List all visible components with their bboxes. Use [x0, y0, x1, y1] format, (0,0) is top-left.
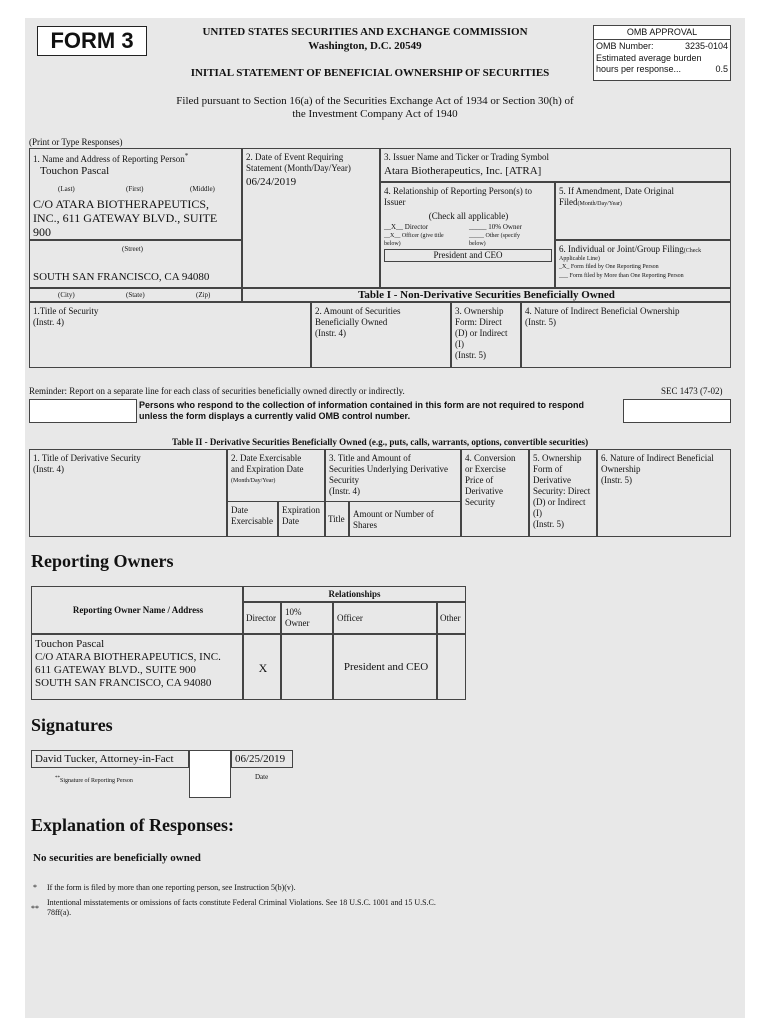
signature-date-cell — [231, 750, 293, 768]
box1-street — [29, 240, 242, 288]
owner-ten-pct-cell — [281, 634, 333, 700]
notice-left-box — [29, 399, 137, 423]
officer-col-label: Officer — [337, 613, 363, 623]
omb-hours-value: 0.5 — [715, 64, 728, 74]
table1-col2 — [311, 302, 451, 368]
table2-col2a — [227, 501, 278, 537]
omb-burden-label: Estimated average burden — [596, 53, 702, 63]
table2-col3a — [325, 501, 349, 537]
box1-label: 1. Name and Address of Reporting Person — [33, 154, 185, 164]
table2-col5-label: 5. Ownership Form of Derivative Security: Direct (D) or Indirect (I) (Instr. 5) — [533, 453, 591, 529]
explanation-note: No securities are beneficially owned — [33, 852, 201, 864]
table2-col3b-label: Amount or Number of Shares — [353, 509, 434, 530]
reporting-address: C/O ATARA BIOTHERAPEUTICS, INC., 611 GATEWAY BLVD., SUITE 900 — [33, 197, 218, 239]
omb-notice: Persons who respond to the collection of information contained in this form are not required to respond unless the form displays a currently valid OMB control number. — [139, 400, 585, 421]
label-street: (Street) — [122, 245, 143, 253]
owners-name-header — [31, 586, 243, 634]
director-col-header — [243, 602, 281, 634]
relationships-header: Relationships — [243, 586, 466, 602]
agency-name: UNITED STATES SECURITIES AND EXCHANGE COMMISSION — [202, 26, 528, 38]
footnote2-marker: ** — [31, 904, 39, 913]
table1-col3-label: 3. Ownership Form: Direct (D) or Indirect (I) (Instr. 5) — [455, 306, 508, 360]
signature-date-label: Date — [255, 773, 269, 781]
table2-col2-label: 2. Date Exercisable and Expiration Date — [231, 453, 304, 474]
box2-label: 2. Date of Event Requiring Statement (Month/Day/Year) — [246, 152, 351, 173]
other-col-header — [437, 602, 466, 634]
box3-label: 3. Issuer Name and Ticker or Trading Symbol — [384, 152, 549, 162]
table2-col1-label: 1. Title of Derivative Security (Instr. 4) — [33, 453, 141, 474]
box1-marker: * — [184, 152, 189, 160]
officer-title-field[interactable]: President and CEO — [384, 249, 552, 262]
table2-col2b — [278, 501, 325, 537]
table1-col1-label: 1.Title of Security (Instr. 4) — [33, 306, 99, 327]
owner-director-value: X — [258, 661, 268, 675]
table2-col5 — [529, 449, 597, 537]
check-all-applicable: (Check all applicable) — [428, 211, 509, 221]
table1-col2-label: 2. Amount of Securities Beneficially Owned (Instr. 4) — [315, 306, 401, 338]
owner-info-text: Touchon Pascal C/O ATARA BIOTHERAPEUTICS, INC. 611 GATEWAY BLVD., SUITE 900 SOUTH SAN FRANCISCO, CA 94080 — [35, 638, 221, 689]
signature-name-cell — [31, 750, 189, 768]
box6-applicable: Applicable Line) — [559, 256, 600, 262]
box4-relationship — [380, 182, 555, 288]
officer-checkbox[interactable]: __X__ Officer (give title below) — [384, 233, 444, 247]
label-state: (State) — [126, 291, 145, 299]
table2-col6-label: 6. Nature of Indirect Beneficial Ownership (Instr. 5) — [601, 453, 714, 485]
signatures-heading: Signatures — [31, 715, 113, 735]
director-checkbox[interactable]: __X__ Director — [384, 223, 429, 231]
box1-reporting-person — [29, 148, 242, 240]
explanation-heading: Explanation of Responses: — [31, 815, 235, 835]
table1-col3 — [451, 302, 521, 368]
table2-title: Table II - Derivative Securities Beneficially Owned (e.g., puts, calls, warrants, options, convertible securities) — [171, 437, 589, 447]
label-city: (City) — [58, 291, 75, 299]
owner-officer-value: President and CEO — [343, 661, 429, 673]
agency-location: Washington, D.C. 20549 — [308, 40, 422, 52]
filed-pursuant: Filed pursuant to Section 16(a) of the Securities Exchange Act of 1934 or Section 30(h) of the Investment Company Act of 1940 — [176, 95, 574, 120]
box2-event-date — [242, 148, 380, 288]
box6-label: 6. Individual or Joint/Group Filing — [559, 244, 684, 254]
table2-col3-label: 3. Title and Amount of Securities Underlying Derivative Security (Instr. 4) — [329, 453, 448, 496]
table1-col1 — [29, 302, 311, 368]
label-last: (Last) — [58, 185, 75, 193]
table2-col2b-label: Expiration Date — [282, 505, 320, 526]
label-zip: (Zip) — [196, 291, 211, 299]
notice-right-box — [623, 399, 731, 423]
table1-title: Table I - Non-Derivative Securities Beneficially Owned — [242, 288, 731, 302]
table2-col3b — [349, 501, 461, 537]
signature-gap-box — [189, 750, 231, 798]
footnote1-text: If the form is filed by more than one reporting person, see Instruction 5(b)(v). — [47, 883, 296, 892]
table2-col2-sublabel: (Month/Day/Year) — [231, 478, 276, 484]
owner-other-cell — [437, 634, 466, 700]
table1-col4-label: 4. Nature of Indirect Beneficial Ownership (Instr. 5) — [525, 306, 680, 327]
ten-pct-owner-checkbox[interactable]: _____ 10% Owner — [469, 223, 522, 231]
reminder-text: Reminder: Report on a separate line for each class of securities beneficially owned directly or indirectly. — [29, 386, 405, 396]
table2-col6 — [597, 449, 731, 537]
box3-issuer — [380, 148, 731, 182]
other-col-label: Other — [440, 613, 461, 623]
label-first: (First) — [126, 185, 144, 193]
table2-col3a-label: Title — [328, 514, 345, 524]
footnote2-text: Intentional misstatements or omissions of facts constitute Federal Criminal Violations. See 18 U.S.C. 1001 and 15 U.S.C. 78ff(a). — [47, 898, 436, 917]
statement-title: INITIAL STATEMENT OF BENEFICIAL OWNERSHIP OF SECURITIES — [190, 67, 550, 79]
form-page — [25, 18, 745, 1018]
box1-city-row — [29, 288, 242, 302]
table2-col2a-label: Date Exercisable — [231, 505, 273, 526]
officer-col-header — [333, 602, 437, 634]
table2-col1 — [29, 449, 227, 537]
other-checkbox[interactable]: _____ Other (specify below) — [469, 233, 520, 247]
signature-label-marker: ** — [55, 776, 60, 781]
signature-label: Signature of Reporting Person — [60, 778, 133, 784]
print-type-note: (Print or Type Responses) — [29, 137, 123, 147]
multi-reporting-person-option[interactable]: ___ Form filed by More than One Reporting Person — [559, 273, 684, 279]
table2-col4-label: 4. Conversion or Exercise Price of Derivative Security — [465, 453, 516, 507]
event-date-value: 06/24/2019 — [246, 176, 297, 188]
owner-director-cell — [243, 634, 281, 700]
sec-code: SEC 1473 (7-02) — [661, 386, 723, 396]
box4-label: 4. Relationship of Reporting Person(s) to Issuer — [384, 186, 532, 207]
signer-name: David Tucker, Attorney-in-Fact — [35, 753, 174, 765]
label-middle: (Middle) — [190, 185, 215, 193]
form-title: FORM 3 — [37, 26, 147, 56]
issuer-name-value: Atara Biotherapeutics, Inc. [ATRA] — [384, 165, 542, 177]
omb-number-value: 3235-0104 — [684, 41, 728, 51]
one-reporting-person-option[interactable]: _X_ Form filed by One Reporting Person — [559, 264, 659, 270]
ten-pct-col-header — [281, 602, 333, 634]
table2-col4 — [461, 449, 529, 537]
box6-check: (Check — [683, 248, 702, 254]
omb-approval-box — [593, 25, 731, 81]
table1-col4 — [521, 302, 731, 368]
footnote1-marker: * — [33, 883, 37, 892]
ten-pct-col-label: 10% Owner — [285, 607, 310, 628]
box5-amendment — [555, 182, 731, 240]
signature-date: 06/25/2019 — [235, 753, 286, 765]
owners-name-header-label: Reporting Owner Name / Address — [72, 605, 204, 615]
box6-filing — [555, 240, 731, 288]
reporting-owners-heading: Reporting Owners — [31, 551, 174, 571]
reporting-person-name: Touchon Pascal — [40, 165, 110, 177]
box5-sublabel: (Month/Day/Year) — [577, 201, 622, 207]
omb-hours-label: hours per response... — [596, 64, 682, 74]
director-col-label: Director — [246, 613, 276, 623]
omb-title: OMB APPROVAL — [594, 26, 730, 40]
owner-info-cell — [31, 634, 243, 700]
omb-number-label: OMB Number: — [596, 41, 654, 51]
box5-label: 5. If Amendment, Date Original Filed — [559, 186, 674, 207]
reporting-city-line: SOUTH SAN FRANCISCO, CA 94080 — [33, 271, 210, 283]
owner-officer-cell — [333, 634, 437, 700]
